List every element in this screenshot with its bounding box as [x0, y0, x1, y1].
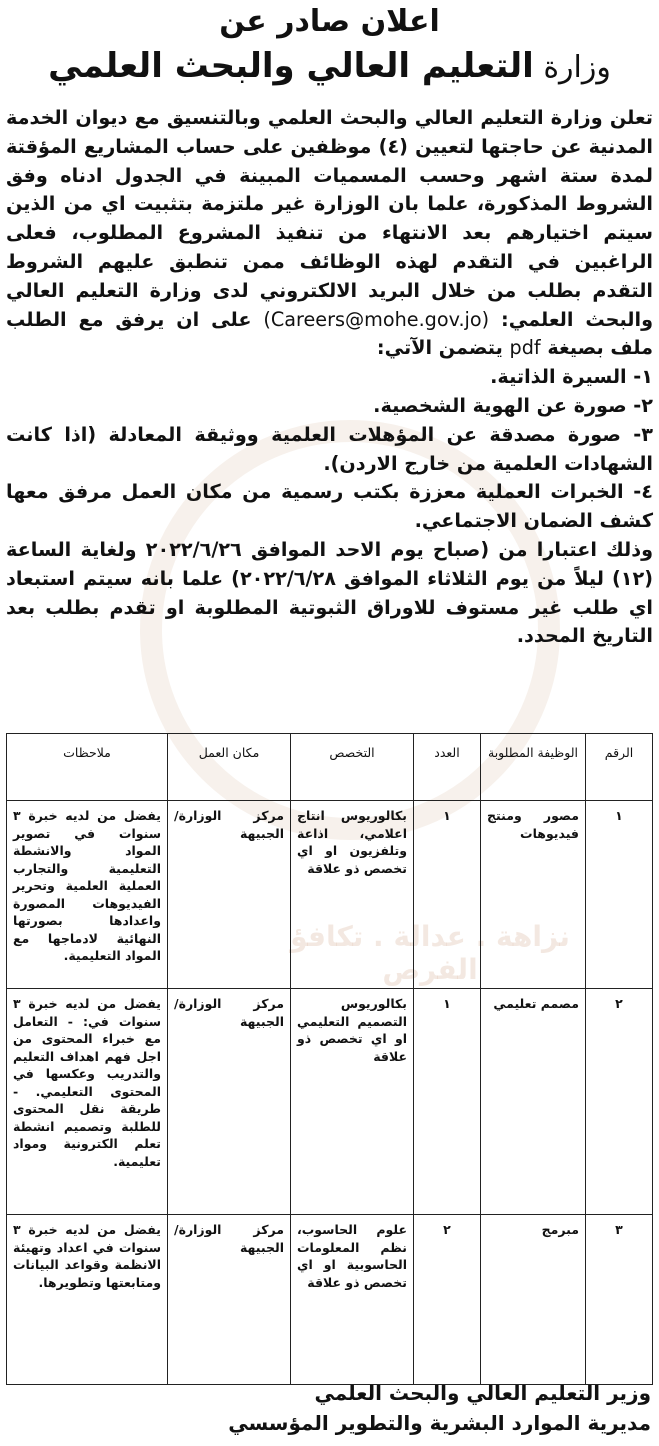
table-row [7, 989, 653, 1215]
table-header-row [7, 734, 653, 801]
ministry-heading [0, 44, 659, 90]
attachments-lead: يتضمن الآتي: [376, 336, 503, 360]
requirement-item: ١- السيرة الذاتية. [490, 365, 653, 389]
minister-title: وزير التعليم العالي والبحث العلمي [314, 1381, 651, 1405]
table-row [7, 801, 653, 989]
header-work-location: مكان العمل [168, 734, 291, 801]
closing-paragraph: وذلك اعتبارا من (صباح يوم الاحد الموافق ٢٠٢٢/٦/٢٦ ولغاية الساعة (١٢) ليلاً من يوم الثلاثاء الموافق ٢٠٢٢/٦/٢٨) علما بانه سيتم استبعاد اي طلب غير مستوف للاوراق الثبوتية المطلوبة او تقدم بطلب بعد التاريخ المحدد. [6, 537, 654, 648]
row-count: ٢ [414, 1215, 481, 1385]
row-job-title: مبرمج [481, 1215, 586, 1385]
ministry-name: التعليم العالي والبحث العلمي [48, 46, 534, 86]
announcement-body [6, 104, 653, 651]
signature-block [11, 1378, 651, 1438]
row-work-location: مركز الوزارة/ الجبيهة [168, 801, 291, 989]
row-specialization: بكالوريوس انتاج اعلامي، اذاعة وتلفزيون او اي تخصص ذو علاقة [291, 801, 414, 989]
intro-text: تعلن وزارة التعليم العالي والبحث العلمي وبالتنسيق مع ديوان الخدمة المدنية عن حاجتها لتعيين (٤) موظفين على حساب المشاريع المؤقتة لمدة ستة اشهر وحسب المسميات المبينة في الجدول ادناه وفق الشروط المذكورة، علما بان الوزارة غير ملتزمة بتثبيت اي من الذين سيتم اختيارهم بعد الانتهاء من تنفيذ المشروع المطلوب، فعلى الراغبين في التقدم لهذه الوظائف ممن تنطبق عليهم الشروط التقدم بطلب من خلال البريد الالكتروني لدى وزارة التعليم العالي والبحث العلمي: [6, 106, 653, 331]
row-count: ١ [414, 989, 481, 1215]
ministry-prefix: وزارة [543, 50, 611, 85]
pdf-format: pdf [509, 336, 541, 360]
requirement-item: ٤- الخبرات العملية معززة بكتب رسمية من مكان العمل مرفق معها كشف الضمان الاجتماعي. [6, 480, 653, 533]
row-work-location: مركز الوزارة/ الجبيهة [168, 1215, 291, 1385]
header-job-title: الوظيفة المطلوبة [481, 734, 586, 801]
attachment-note: على ان يرفق مع الطلب ملف بصيغة [6, 307, 653, 360]
header-specialization: التخصص [291, 734, 414, 801]
row-number: ١ [586, 801, 653, 989]
row-notes: يفضل من لديه خبرة ٣ سنوات في اعداد وتهيئة الانظمة وقواعد البيانات ومتابعتها وتطويرها. [7, 1215, 168, 1385]
careers-email: (Careers@mohe.gov.jo) [263, 307, 490, 331]
row-notes: يفضل من لديه خبرة ٣ سنوات في: - التعامل مع خبراء المحتوى من اجل فهم اهداف التعليم والتدريب وعكسها في المحتوى التعليمي. - طريقة نقل المحتوى للطلبة وتصميم انشطة تعلم الكترونية ومواد تعليمية. [7, 989, 168, 1215]
row-job-title: مصمم تعليمي [481, 989, 586, 1215]
requirement-item: ٣- صورة مصدقة عن المؤهلات العلمية ووثيقة المعادلة (اذا كانت الشهادات العلمية من خارج الاردن). [6, 422, 653, 475]
watermark-motto: نزاهة . عدالة . تكافؤ الفرص [290, 920, 570, 986]
jobs-table [6, 733, 653, 1385]
row-work-location: مركز الوزارة/ الجبيهة [168, 989, 291, 1215]
table-row [7, 1215, 653, 1385]
row-number: ٢ [586, 989, 653, 1215]
row-specialization: علوم الحاسوب، نظم المعلومات الحاسوبية او اي تخصص ذو علاقة [291, 1215, 414, 1385]
header-notes: ملاحظات [7, 734, 168, 801]
intro-paragraph [6, 104, 653, 363]
directorate-name: مديرية الموارد البشرية والتطوير المؤسسي [228, 1411, 651, 1435]
announcement-heading: اعلان صادر عن [219, 4, 440, 39]
header-number: الرقم [586, 734, 653, 801]
requirement-item: ٢- صورة عن الهوية الشخصية. [373, 393, 653, 417]
row-job-title: مصور ومنتج فيديوهات [481, 801, 586, 989]
row-notes: يفضل من لديه خبرة ٣ سنوات في تصوير المواد والانشطة التعليمية والتجارب العملية العلمية وتحرير الفيديوهات المصورة واعدادها بصورتها النهائية لادماجها مع المواد التعليمية. [7, 801, 168, 989]
row-specialization: بكالوريوس التصميم التعليمي او اي تخصص ذو علاقة [291, 989, 414, 1215]
header-count: العدد [414, 734, 481, 801]
row-number: ٣ [586, 1215, 653, 1385]
row-count: ١ [414, 801, 481, 989]
